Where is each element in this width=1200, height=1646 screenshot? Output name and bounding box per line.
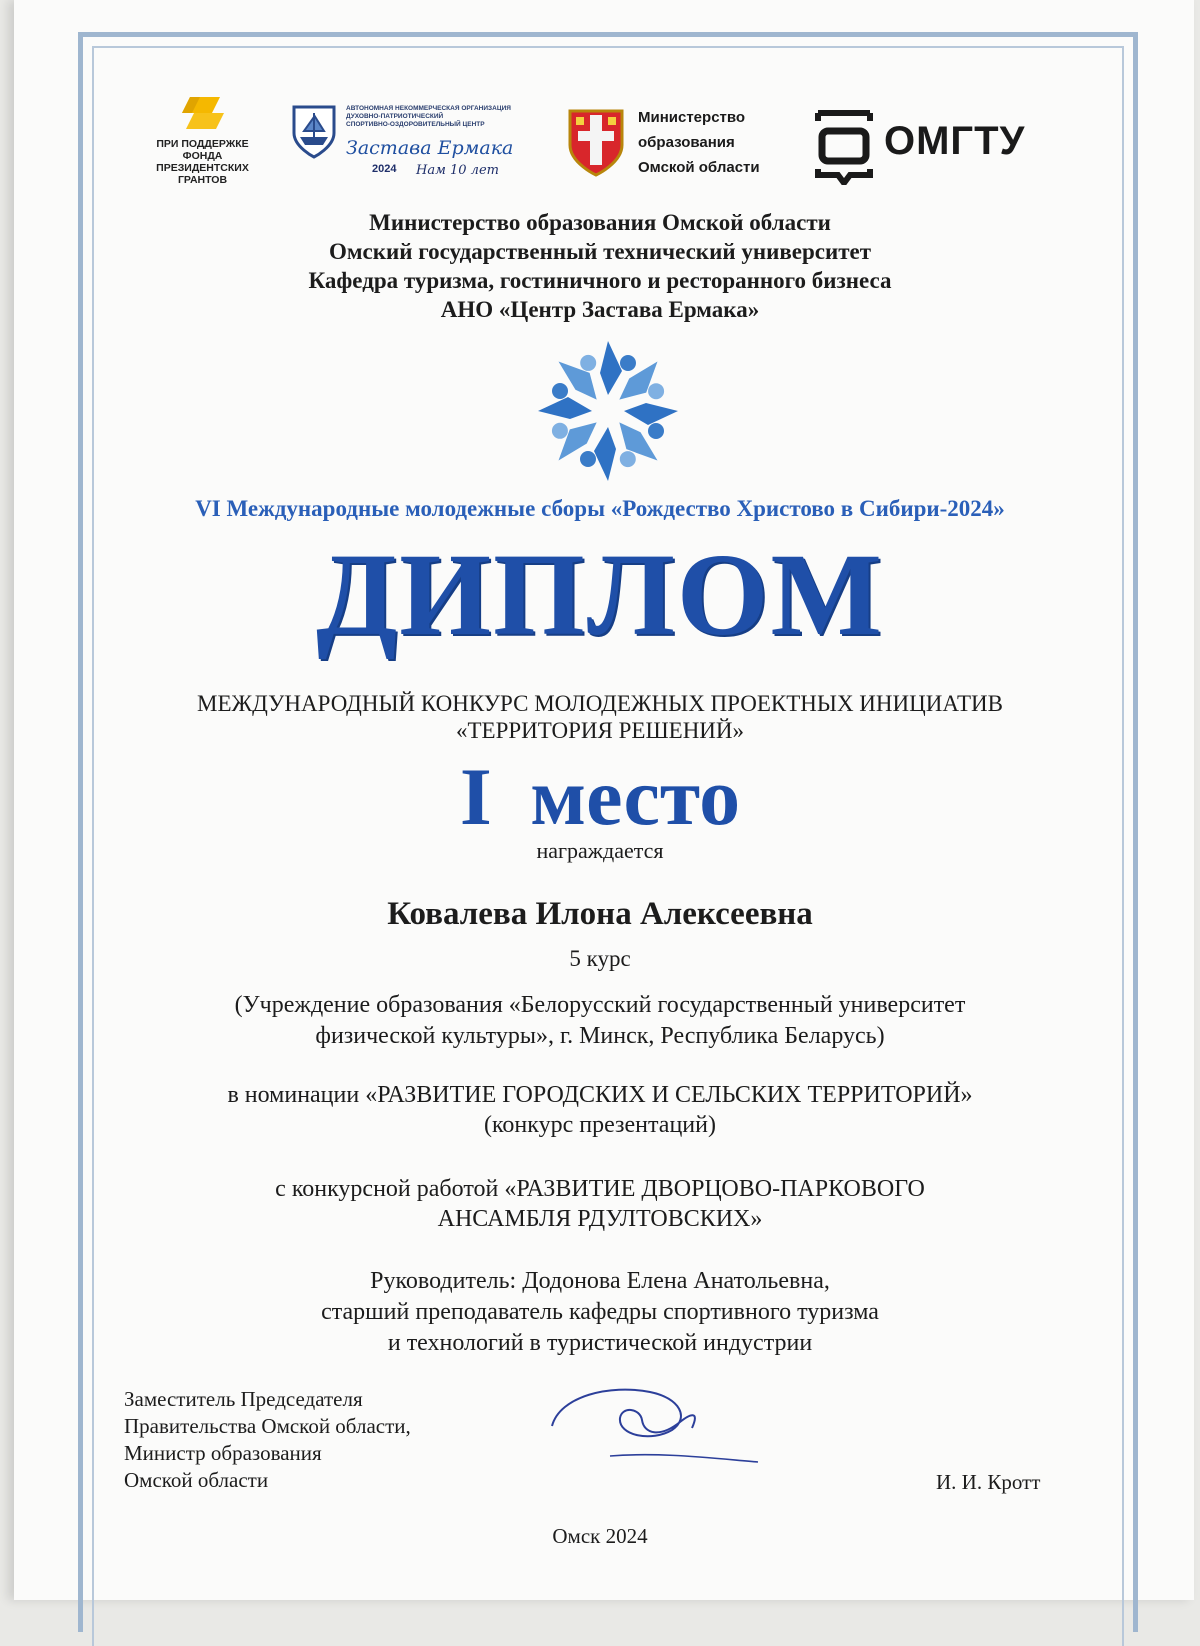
organizer-line: Омский государственный технический университет — [328, 239, 872, 264]
work-line: с конкурсной работой «РАЗВИТИЕ ДВОРЦОВО-ПАРКОВОГО — [275, 1176, 925, 1202]
handwritten-signature — [540, 1378, 770, 1468]
ministry-logo — [566, 105, 796, 177]
nomination-line: (конкурс презентаций) — [484, 1112, 716, 1138]
signatory-title: Заместитель Председателя Правительства Омской области, Министр образования Омской области — [124, 1387, 411, 1492]
organizers-block — [0, 208, 1200, 324]
footer-city-year: Омск 2024 — [552, 1524, 648, 1548]
contest-line: МЕЖДУНАРОДНЫЙ КОНКУРС МОЛОДЕЖНЫХ ПРОЕКТНЫХ ИНИЦИАТИВ — [197, 691, 1003, 716]
zastava-ermaka-logo — [290, 103, 530, 183]
work-line: АНСАМБЛЯ РДУЛТОВСКИХ» — [437, 1206, 763, 1232]
recipient-name: Ковалева Илона Алексеевна — [387, 896, 813, 932]
institution-line: (Учреждение образования «Белорусский государственный университет — [234, 992, 966, 1018]
awarded-label: награждается — [536, 838, 664, 863]
omsk-coat-of-arms-icon — [566, 105, 626, 177]
event-title: VI Международные молодежные сборы «Рождество Христово в Сибири-2024» — [195, 496, 1005, 521]
grants-line: ПРИ ПОДДЕРЖКЕ — [156, 138, 249, 150]
zastava-tagline: Нам 10 лет — [416, 163, 499, 178]
supervisor-line: Руководитель: Додонова Елена Анатольевна, — [370, 1268, 830, 1294]
logo-row — [0, 95, 1200, 205]
omgtu-bracket-icon — [812, 109, 876, 185]
grants-flag-icon — [180, 95, 226, 131]
supervisor-block — [0, 1266, 1200, 1359]
nomination-block — [0, 1080, 1200, 1140]
zastava-small-text: АВТОНОМНАЯ НЕКОММЕРЧЕСКАЯ ОРГАНИЗАЦИЯ ДУХОВНО-ПАТРИОТИЧЕСКИЙ СПОРТИВНО-ОЗДОРОВИТЕЛЬНЫЙ ЦЕНТР — [346, 105, 511, 128]
zastava-year: 2024 — [372, 163, 397, 175]
zastava-name: Застава Ермака — [346, 137, 514, 159]
presidential-grants-logo — [140, 95, 265, 186]
work-block — [0, 1174, 1200, 1234]
nomination-line: в номинации «РАЗВИТИЕ ГОРОДСКИХ И СЕЛЬСКИХ ТЕРРИТОРИЙ» — [227, 1082, 973, 1108]
ship-shield-icon — [290, 103, 338, 159]
grants-line: ПРЕЗИДЕНТСКИХ — [156, 162, 249, 174]
ministry-logo-text: Министерство образования Омской области — [638, 109, 760, 176]
supervisor-line: старший преподаватель кафедры спортивного туризма — [321, 1299, 879, 1325]
place-award: I место — [459, 751, 741, 842]
supervisor-line: и технологий в туристической индустрии — [387, 1330, 813, 1356]
institution-line: физической культуры», г. Минск, Республика Беларусь) — [315, 1023, 885, 1049]
omgtu-logo-text: ОМГТУ — [884, 119, 1026, 163]
recipient-course: 5 курс — [569, 946, 631, 971]
contest-block — [0, 690, 1200, 744]
organizer-line: Министерство образования Омской области — [369, 210, 831, 235]
grants-line: ГРАНТОВ — [177, 174, 228, 186]
signatory-name: И. И. Кротт — [936, 1470, 1041, 1494]
document-title: ДИПЛОМ — [316, 529, 884, 660]
organizer-line: АНО «Центр Застава Ермака» — [440, 297, 760, 322]
recipient-institution — [0, 990, 1200, 1052]
contest-line: «ТЕРРИТОРИЯ РЕШЕНИЙ» — [455, 718, 745, 743]
grants-line: ФОНДА — [182, 150, 223, 162]
star-people-emblem-icon — [528, 336, 688, 486]
omgtu-logo — [812, 109, 1062, 185]
organizer-line: Кафедра туризма, гостиничного и ресторанного бизнеса — [308, 268, 892, 293]
